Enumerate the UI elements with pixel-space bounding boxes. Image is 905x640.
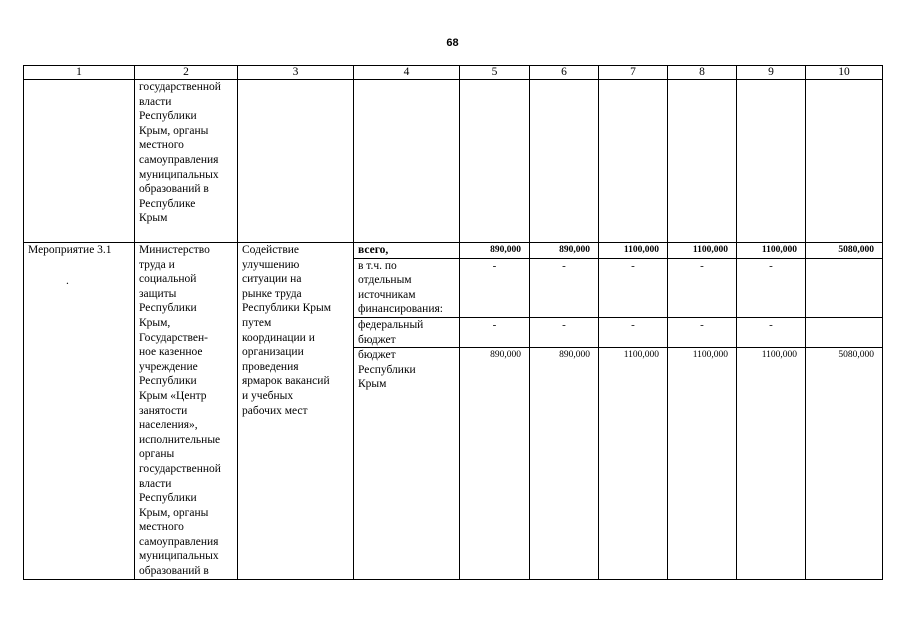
table-cell — [238, 80, 354, 243]
table-cell — [599, 80, 668, 243]
value-cell: - — [460, 317, 530, 347]
column-header: 1 — [24, 66, 135, 80]
column-number-row — [24, 66, 883, 80]
table-cell — [806, 80, 883, 243]
subrow-total — [24, 243, 883, 259]
value-cell: 5080,000 — [806, 243, 883, 259]
column-header: 8 — [668, 66, 737, 80]
funding-source-label: в т.ч. по отдельным источникам финансирования: — [354, 258, 460, 317]
measure-name-cell: Мероприятие 3.1 . — [24, 243, 135, 580]
measure-description-cell: Содействие улучшению ситуации на рынке труда Республики Крым путем координации и организации проведения ярмарок вакансий и учебных рабочих мест — [238, 243, 354, 580]
value-cell: 890,000 — [530, 243, 599, 259]
value-cell: 1100,000 — [737, 348, 806, 580]
value-cell: 1100,000 — [599, 348, 668, 580]
table-cell — [668, 80, 737, 243]
value-cell: - — [737, 317, 806, 347]
value-cell: 890,000 — [460, 348, 530, 580]
column-header: 3 — [238, 66, 354, 80]
value-cell: - — [668, 317, 737, 347]
responsible-executor-cell: государственной власти Республики Крым, органы местного самоуправления муниципальных образований в Республике Крым — [135, 80, 238, 243]
value-cell: 1100,000 — [737, 243, 806, 259]
funding-source-label: бюджет Республики Крым — [354, 348, 460, 580]
value-cell: 890,000 — [460, 243, 530, 259]
value-cell: - — [599, 317, 668, 347]
table-cell — [530, 80, 599, 243]
table-cell — [24, 80, 135, 243]
value-cell: 1100,000 — [599, 243, 668, 259]
column-header: 7 — [599, 66, 668, 80]
funding-source-label: всего, — [354, 243, 460, 259]
value-cell: 1100,000 — [668, 348, 737, 580]
continued-row — [24, 80, 883, 243]
value-cell: - — [737, 258, 806, 317]
column-header: 4 — [354, 66, 460, 80]
column-header: 10 — [806, 66, 883, 80]
value-cell: 1100,000 — [668, 243, 737, 259]
page-number: 68 — [446, 37, 459, 49]
value-cell: - — [668, 258, 737, 317]
value-cell: - — [460, 258, 530, 317]
funding-source-label: федеральный бюджет — [354, 317, 460, 347]
value-cell: - — [530, 258, 599, 317]
table-cell — [354, 80, 460, 243]
financing-table — [23, 65, 883, 580]
value-cell: 5080,000 — [806, 348, 883, 580]
column-header: 5 — [460, 66, 530, 80]
value-cell: 890,000 — [530, 348, 599, 580]
value-cell: - — [530, 317, 599, 347]
value-cell: - — [599, 258, 668, 317]
table-cell — [460, 80, 530, 243]
column-header: 9 — [737, 66, 806, 80]
column-header: 6 — [530, 66, 599, 80]
table-cell — [737, 80, 806, 243]
column-header: 2 — [135, 66, 238, 80]
value-cell — [806, 258, 883, 317]
value-cell — [806, 317, 883, 347]
responsible-executor-cell: Министерство труда и социальной защиты Республики Крым, Государствен- ное казенное учреждение Республики Крым «Центр занятости населения», исполнительные органы государственной власти Республики Крым, органы местного самоуправления муниципальных образований в — [135, 243, 238, 580]
